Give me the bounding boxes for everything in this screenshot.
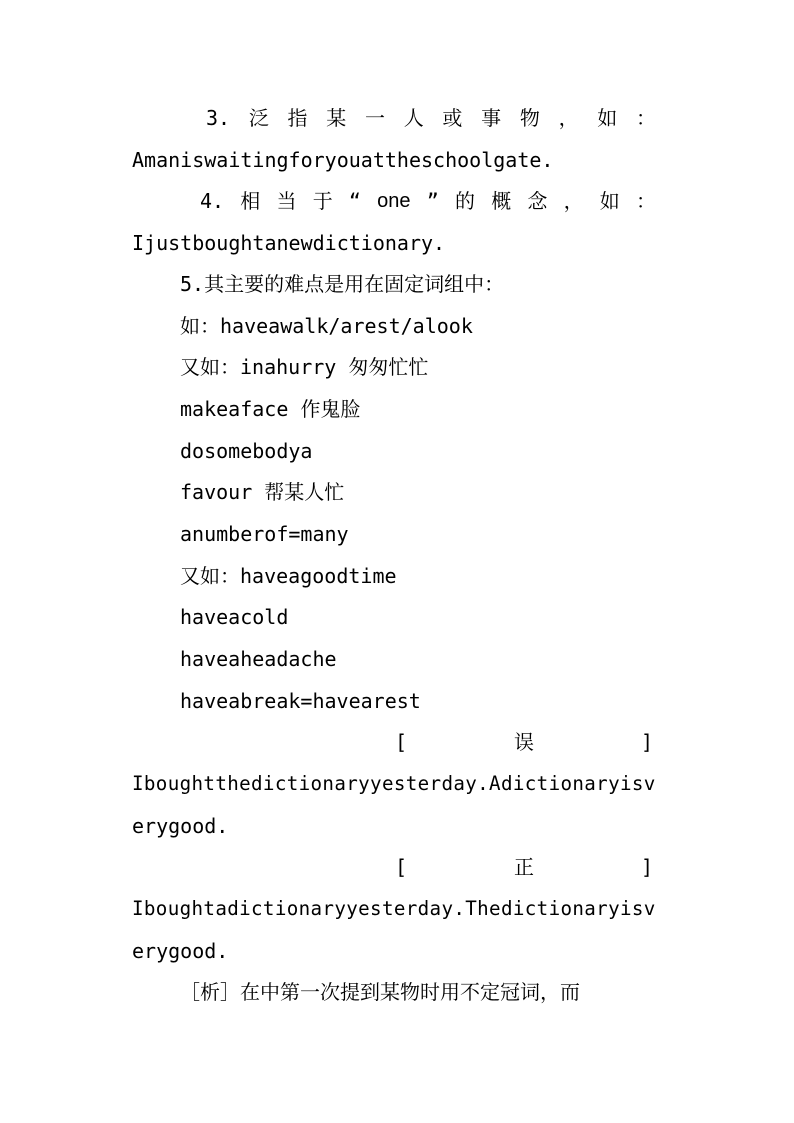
item3-example: Amaniswaitingforyouattheschoolgate. <box>132 148 554 172</box>
wrong-label: 误 <box>514 730 534 754</box>
phrase-line: 又如：haveagoodtime <box>180 564 397 588</box>
wrong-sentence-line1: Iboughtthedictionaryyesterday.Adictionaryisv <box>132 772 656 795</box>
phrase-line: 如：haveawalk/arest/alook <box>180 314 473 338</box>
phrase-line: favour 帮某人忙 <box>180 480 345 504</box>
item4-example: Ijustboughtanewdictionary. <box>132 231 446 255</box>
phrase-line: haveaheadache <box>180 647 337 671</box>
item4-line: 4. 相 当 于 “ one ” 的 概 念 ， 如 ： <box>200 189 656 213</box>
item4-number: 4. <box>200 189 225 213</box>
item3-line: 3. 泛 指 某 一 人 或 事 物 ， 如 ： <box>206 106 656 130</box>
phrase-line: dosomebodya <box>180 439 313 463</box>
item3-number: 3. <box>206 106 231 130</box>
phrase-line: 又如：inahurry 匆匆忙忙 <box>180 355 429 379</box>
correct-sentence-line1: Iboughtadictionaryyesterday.Thedictionaryisv <box>132 897 656 920</box>
wrong-sentence-line2: erygood. <box>132 814 229 838</box>
item5-heading: 5.其主要的难点是用在固定词组中： <box>180 272 505 296</box>
correct-marker: [ 正 ] <box>395 855 653 879</box>
analysis-line: ［析］在中第一次提到某物时用不定冠词，而 <box>180 980 580 1004</box>
phrase-line: haveabreak=havearest <box>180 689 421 713</box>
phrase-line: anumberof=many <box>180 522 349 546</box>
correct-sentence-line2: erygood. <box>132 939 229 963</box>
wrong-marker: [ 误 ] <box>395 730 653 754</box>
phrase-line: haveacold <box>180 605 289 629</box>
phrase-line: makeaface 作鬼脸 <box>180 397 361 421</box>
correct-label: 正 <box>514 855 534 879</box>
